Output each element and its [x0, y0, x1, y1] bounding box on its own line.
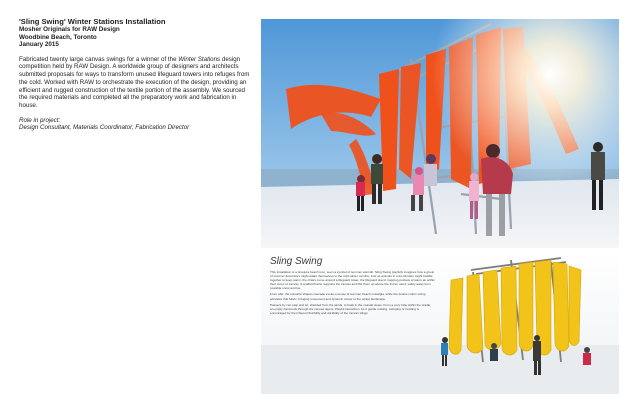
panel-paragraph-2: From afar, the colourful shapes cascade evoke a sense of summer beach nostalgia, while the festive colors swing activates that fabric, bringing movement and dynamic colour to the winter landscape.	[270, 292, 426, 301]
description-text-2: design competition held by RAW Design. A worldwide group of designers and architects submitted proposals for ways to transform unused lifeguard towers into refuges from the cold. Worked with RAW to orchestrate the execution of the design, providing an efficient and rugged construction of the textile portion of the assembly. We sourced the required materials and completed all the preparatory work and fabrication in house.	[19, 55, 250, 109]
installation-photo-illustration	[261, 19, 619, 248]
panel-paragraph-3: Passers-by can stop and sit, shielded from the winds, to bask in the coastal views. From a cozy hide within the cradle, an empty hammock through the canvas layers. Playful interaction, be it gentle rocking, swinging or nestling is encouraged by the inherent flexibility and durability of the canvas slings.	[270, 302, 432, 315]
description-italic: Winter Stations	[178, 55, 221, 63]
role-value: Design Consultant, Materials Coordinator, Fabrication Director	[19, 124, 190, 132]
panel-paragraph-1: This installation is a timeless beach icon, seen a symbol of summer warmth. Sling Swing playfully imagines how a group of summer decorators might adapt themselves to the cold winter months. Just as animals in cold climates might huddle together to keep warm, the chairs come around a lifeguard tower, the lifeguard stand, trapping pockets of warm air within their cores of canvas. A scaffold frame supports the canvas and lifts them up above the frozen sand, safely away from possible snow and ice.	[270, 270, 435, 291]
installation-photo	[261, 19, 619, 248]
client-line: Mosher Originals for RAW Design	[19, 26, 120, 33]
location-line: Woodbine Beach, Toronto	[19, 33, 97, 41]
role-label: Role in project:	[19, 116, 61, 124]
project-description	[19, 56, 255, 110]
project-title: 'Sling Swing' Winter Stations Installation	[19, 17, 166, 26]
panel-title: Sling Swing	[270, 256, 323, 267]
role-section	[19, 117, 255, 132]
date-line: January 2015	[19, 41, 59, 49]
project-description-column	[19, 17, 255, 132]
panel-body	[270, 270, 435, 317]
description-text-1: Fabricated twenty large canvas swings for a winner of the	[19, 55, 179, 63]
design-panel	[261, 250, 619, 394]
